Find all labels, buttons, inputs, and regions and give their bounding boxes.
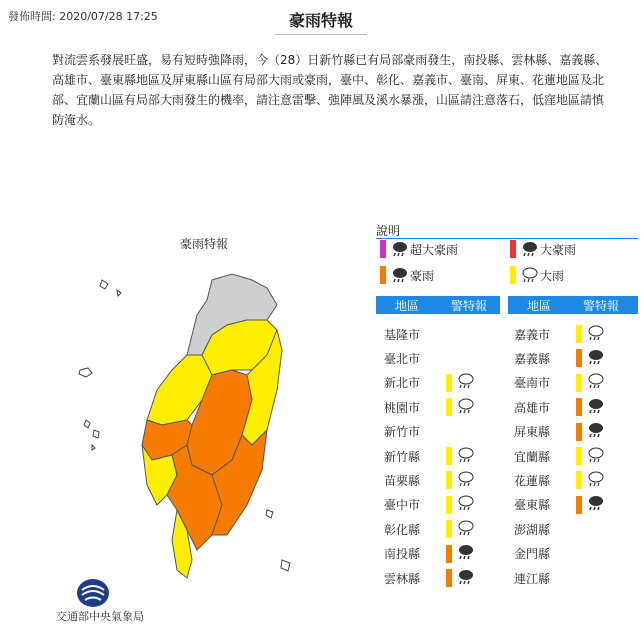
region-name: 宜蘭縣 bbox=[514, 449, 551, 464]
table-header-left bbox=[376, 296, 500, 314]
heavy-rain-icon bbox=[390, 266, 410, 284]
taiwan-warning-map bbox=[62, 260, 352, 590]
issued-time: 發佈時間: 2020/07/28 17:25 bbox=[8, 10, 158, 23]
heavy-rain-icon bbox=[586, 421, 606, 439]
region-row bbox=[380, 495, 476, 515]
region-name: 臺東縣 bbox=[514, 498, 551, 513]
warning-level-bar bbox=[576, 325, 582, 343]
rain-icon bbox=[586, 470, 606, 488]
heavy-rain-icon bbox=[520, 240, 540, 258]
warning-icon-wrap bbox=[586, 446, 606, 467]
col-header-region: 地區 bbox=[394, 298, 419, 313]
region-row bbox=[510, 324, 606, 344]
legend-item-very-heavy-rain bbox=[510, 240, 576, 258]
agency-name: 交通部中央氣象局 bbox=[56, 610, 144, 623]
col-header-region: 地區 bbox=[526, 298, 551, 313]
legend-item-heavy-rain bbox=[380, 266, 434, 284]
region-row bbox=[510, 495, 606, 515]
region-row bbox=[510, 446, 606, 466]
warning-icon-wrap bbox=[456, 543, 476, 564]
legend-swatch bbox=[510, 240, 516, 258]
legend-divider bbox=[376, 238, 638, 239]
region-row bbox=[380, 568, 476, 588]
region-name: 新竹縣 bbox=[384, 449, 421, 464]
region-row bbox=[510, 519, 572, 539]
region-name: 彰化縣 bbox=[384, 522, 421, 537]
penghu-islands bbox=[84, 420, 99, 450]
legend-swatch bbox=[380, 240, 386, 258]
region-name: 臺中市 bbox=[384, 498, 421, 513]
warning-level-bar bbox=[446, 520, 452, 538]
page-title: 豪雨特報 bbox=[275, 8, 367, 35]
warning-level-bar bbox=[576, 447, 582, 465]
region-name: 連江縣 bbox=[514, 571, 551, 586]
warning-icon-wrap bbox=[586, 494, 606, 515]
warning-icon-wrap bbox=[456, 519, 476, 540]
table-header-right bbox=[508, 296, 638, 314]
legend-swatch bbox=[380, 266, 386, 284]
col-header-warning: 警特報 bbox=[450, 298, 487, 313]
region-row bbox=[380, 397, 476, 417]
region-name: 桃園市 bbox=[384, 400, 421, 415]
region-row bbox=[510, 348, 606, 368]
legend-label: 大雨 bbox=[540, 268, 565, 283]
region-name: 嘉義市 bbox=[514, 327, 551, 342]
warning-level-bar bbox=[576, 496, 582, 514]
region-name: 新竹市 bbox=[384, 425, 421, 440]
region-row bbox=[380, 348, 442, 368]
warning-level-bar bbox=[446, 569, 452, 587]
warning-level-bar bbox=[576, 423, 582, 441]
heavy-rain-icon bbox=[456, 568, 476, 586]
region-row bbox=[380, 544, 476, 564]
region-row bbox=[380, 446, 476, 466]
legend-title: 說明 bbox=[376, 224, 401, 238]
warning-icon-wrap bbox=[586, 470, 606, 491]
legend-label: 豪雨 bbox=[410, 268, 435, 283]
orchid-island bbox=[281, 560, 290, 571]
legend-label: 大豪雨 bbox=[540, 242, 577, 257]
heavy-rain-icon bbox=[586, 348, 606, 366]
warning-level-bar bbox=[446, 496, 452, 514]
region-row bbox=[380, 373, 476, 393]
rain-icon bbox=[586, 324, 606, 342]
warning-icon-wrap bbox=[456, 568, 476, 589]
heavy-rain-icon bbox=[390, 240, 410, 258]
region-name: 高雄市 bbox=[514, 400, 551, 415]
legend-item-extreme-heavy-rain bbox=[380, 240, 458, 258]
region-row bbox=[380, 519, 476, 539]
region-name: 苗栗縣 bbox=[384, 473, 421, 488]
heavy-rain-icon bbox=[586, 397, 606, 415]
warning-level-bar bbox=[446, 398, 452, 416]
rain-icon bbox=[456, 372, 476, 390]
warning-level-bar bbox=[446, 374, 452, 392]
region-name: 新北市 bbox=[384, 376, 421, 391]
region-name: 屏東縣 bbox=[514, 425, 551, 440]
warning-icon-wrap bbox=[456, 494, 476, 515]
warning-level-bar bbox=[576, 471, 582, 489]
green-island bbox=[266, 510, 273, 518]
region-name: 雲林縣 bbox=[384, 571, 421, 586]
region-name: 金門縣 bbox=[514, 547, 551, 562]
region-name: 南投縣 bbox=[384, 547, 421, 562]
region-name: 臺北市 bbox=[384, 351, 421, 366]
legend-item-rain bbox=[510, 266, 564, 284]
region-name: 基隆市 bbox=[384, 327, 421, 342]
legend-label: 超大豪雨 bbox=[410, 242, 459, 257]
warning-icon-wrap bbox=[586, 348, 606, 369]
rain-icon bbox=[520, 266, 540, 284]
rain-icon bbox=[456, 470, 476, 488]
col-header-warning: 警特報 bbox=[582, 298, 619, 313]
region-row bbox=[510, 422, 606, 442]
warning-icon-wrap bbox=[456, 470, 476, 491]
heavy-rain-icon bbox=[586, 494, 606, 512]
warning-icon-wrap bbox=[586, 421, 606, 442]
warning-level-bar bbox=[576, 349, 582, 367]
region-name: 嘉義縣 bbox=[514, 351, 551, 366]
warning-icon-wrap bbox=[456, 372, 476, 393]
region-name: 澎湖縣 bbox=[514, 522, 551, 537]
region-row bbox=[380, 422, 442, 442]
map-title: 豪雨特報 bbox=[180, 237, 229, 251]
warning-description: 對流雲系發展旺盛，易有短時強降雨，今（28）日新竹縣已有局部豪雨發生，南投縣、雲林縣、嘉義縣、高雄市、臺東縣地區及屏東縣山區有局部大雨或豪雨，臺中、彰化、嘉義市、臺南、屏東、花蓮地區及北部、宜蘭山區有局部大雨發生的機率，請注意雷擊、強陣風及溪水暴漲，山區請注意落石，低窪地區請慎防淹水。 bbox=[52, 53, 608, 127]
warning-level-bar bbox=[576, 398, 582, 416]
warning-icon-wrap bbox=[456, 446, 476, 467]
region-row bbox=[510, 397, 606, 417]
warning-icon-wrap bbox=[586, 324, 606, 345]
rain-icon bbox=[456, 397, 476, 415]
kinmen-island bbox=[79, 368, 92, 377]
region-name: 花蓮縣 bbox=[514, 473, 551, 488]
region-row bbox=[510, 544, 572, 564]
rain-icon bbox=[456, 519, 476, 537]
legend-swatch bbox=[510, 266, 516, 284]
region-row bbox=[510, 568, 572, 588]
region-row bbox=[380, 324, 442, 344]
region-row bbox=[380, 470, 476, 490]
cwb-logo bbox=[76, 578, 110, 608]
warning-level-bar bbox=[446, 471, 452, 489]
heavy-rain-icon bbox=[456, 543, 476, 561]
warning-level-bar bbox=[576, 374, 582, 392]
rain-icon bbox=[456, 446, 476, 464]
matsu-island bbox=[100, 280, 121, 296]
rain-icon bbox=[456, 494, 476, 512]
region-name: 臺南市 bbox=[514, 376, 551, 391]
warning-level-bar bbox=[446, 447, 452, 465]
rain-icon bbox=[586, 372, 606, 390]
region-row bbox=[510, 470, 606, 490]
region-row bbox=[510, 373, 606, 393]
warning-level-bar bbox=[446, 545, 452, 563]
warning-icon-wrap bbox=[456, 397, 476, 418]
warning-icon-wrap bbox=[586, 372, 606, 393]
warning-icon-wrap bbox=[586, 397, 606, 418]
rain-icon bbox=[586, 446, 606, 464]
